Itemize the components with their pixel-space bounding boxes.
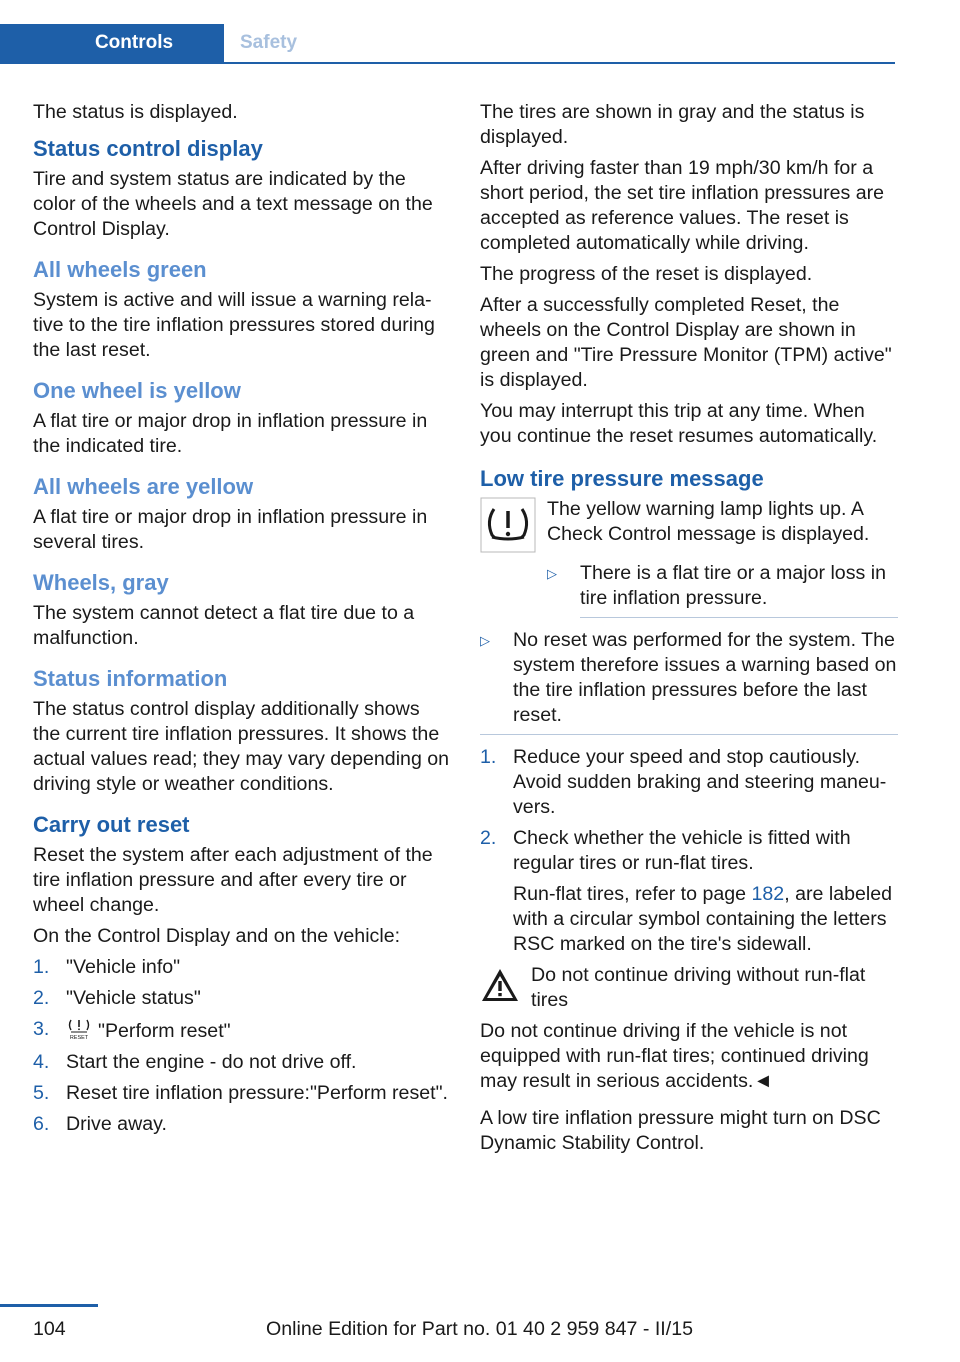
list-item	[33, 1081, 451, 1106]
warning-title: Do not continue driving without run-flat tires	[531, 964, 866, 1011]
intro-text: The status is displayed.	[33, 101, 238, 123]
list-item	[33, 1017, 451, 1044]
warning-lamp-text: The yellow warning lamp lights up. A Check Control message is displayed.	[547, 498, 870, 545]
triangle-bullet-icon: ▷	[480, 633, 490, 648]
step-number: 2.	[33, 987, 50, 1009]
step-number: 1.	[480, 746, 497, 768]
carry-out-reset-intro: On the Control Display and on the vehicle:	[33, 925, 401, 947]
heading-status-information: Status information	[33, 666, 228, 691]
triangle-bullet-icon: ▷	[547, 566, 557, 581]
list-item	[33, 1050, 451, 1075]
divider	[480, 734, 898, 735]
list-item	[33, 986, 451, 1011]
bullet-text: No reset was performed for the system. The system therefore issues a warning based on the tire inflation pressures before the last reset.	[513, 629, 897, 726]
step-text: "Perform reset"	[98, 1020, 231, 1042]
page-number-bar	[0, 1304, 98, 1307]
all-wheels-green-text: System is active and will issue a warning relative to the tire inflation pressures stored during the last reset.	[33, 289, 435, 361]
heading-one-wheel-yellow: One wheel is yellow	[33, 378, 241, 403]
step-number: 5.	[33, 1082, 50, 1104]
carry-out-reset-text: Reset the system after each adjustment of the tire inflation pressure and after every tire or wheel change.	[33, 844, 433, 916]
list-item	[33, 1112, 451, 1137]
tab-controls[interactable]: Controls	[0, 24, 224, 62]
step-text: Drive away.	[66, 1113, 167, 1135]
step-text: Reduce your speed and stop cautiously. Avoid sudden braking and steering maneuvers.	[513, 746, 887, 818]
step-text: "Vehicle status"	[66, 987, 201, 1009]
run-flat-reference-text	[513, 882, 898, 957]
step-text: Start the engine - do not drive off.	[66, 1051, 357, 1073]
one-wheel-yellow-text: A flat tire or major drop in inflation pressure in the indicated tire.	[33, 410, 428, 457]
tpm-reset-icon	[66, 1017, 92, 1041]
step-text: Check whether the vehicle is fitted with regular tires or run-flat tires.	[513, 827, 851, 874]
ref-post: , are labeled with a circular symbol containing the letters RSC marked on the tire's sidewall.	[513, 883, 893, 955]
paragraph: After a successfully completed Reset, the wheels on the Control Display are shown in green and "Tire Pressure Monitor (TPM) active" is displayed.	[480, 294, 892, 391]
heading-low-tire-pressure-message: Low tire pressure message	[480, 466, 764, 491]
list-item	[480, 826, 898, 957]
left-column	[33, 100, 451, 1143]
paragraph: The progress of the reset is displayed.	[480, 263, 813, 285]
page-number: 104	[33, 1318, 66, 1340]
step-number: 6.	[33, 1113, 50, 1135]
status-control-display-text: Tire and system status are indicated by the color of the wheels and a text message on the Control Display.	[33, 168, 433, 240]
tab-safety[interactable]: Safety	[240, 32, 298, 53]
warning-note	[480, 963, 898, 1013]
reset-icon-label: RESET	[69, 1035, 89, 1041]
heading-all-wheels-green: All wheels green	[33, 257, 207, 282]
heading-wheels-gray: Wheels, gray	[33, 570, 169, 595]
paragraph: After driving faster than 19 mph/30 km/h for a short period, the set tire inflation pressures are accepted as reference values. The reset is completed automatically while driving.	[480, 157, 885, 254]
page-link[interactable]: 182	[751, 883, 785, 905]
step-number: 3.	[33, 1018, 50, 1040]
bullet-text: There is a flat tire or a major loss in tire inflation pressure.	[580, 562, 886, 609]
header-tabbar	[0, 0, 895, 64]
status-information-text: The status control display additionally shows the current tire inflation pressures. It shows the actual values read; they may vary depending on driving style or weather conditions.	[33, 698, 450, 795]
tire-pressure-warning-lamp-icon	[480, 497, 536, 553]
warning-lamp-row	[480, 497, 898, 555]
paragraph: The tires are shown in gray and the status is displayed.	[480, 101, 865, 148]
list-item	[480, 628, 898, 728]
list-item	[33, 955, 451, 980]
all-wheels-yellow-text: A flat tire or major drop in inflation pressure in several tires.	[33, 506, 428, 553]
low-pressure-steps-list	[480, 745, 898, 957]
heading-status-control-display: Status control display	[33, 136, 263, 161]
warning-body: Do not continue driving if the vehicle is not equipped with run-flat tires; continued driving may result in serious accidents.◄	[480, 1020, 869, 1092]
heading-carry-out-reset: Carry out reset	[33, 812, 190, 837]
heading-all-wheels-yellow: All wheels are yellow	[33, 474, 254, 499]
paragraph: You may interrupt this trip at any time. When you continue the reset resumes automatically.	[480, 400, 878, 447]
list-item	[547, 561, 898, 611]
divider	[580, 617, 898, 618]
ref-pre: Run-flat tires, refer to page	[513, 883, 752, 905]
paragraph: A low tire inflation pressure might turn on DSC Dynamic Stability Control.	[480, 1107, 881, 1154]
list-item	[480, 745, 898, 820]
wheels-gray-text: The system cannot detect a flat tire due to a malfunction.	[33, 602, 415, 649]
step-number: 1.	[33, 956, 50, 978]
step-number: 4.	[33, 1051, 50, 1073]
reset-steps-list	[33, 955, 451, 1137]
step-number: 2.	[480, 827, 497, 849]
step-text: Reset tire inflation pressure:"Perform reset".	[66, 1082, 448, 1104]
edition-footer: Online Edition for Part no. 01 40 2 959 847 - II/15	[266, 1318, 693, 1340]
right-column	[480, 100, 898, 1162]
warning-triangle-icon	[480, 967, 520, 1003]
step-text: "Vehicle info"	[66, 956, 181, 978]
